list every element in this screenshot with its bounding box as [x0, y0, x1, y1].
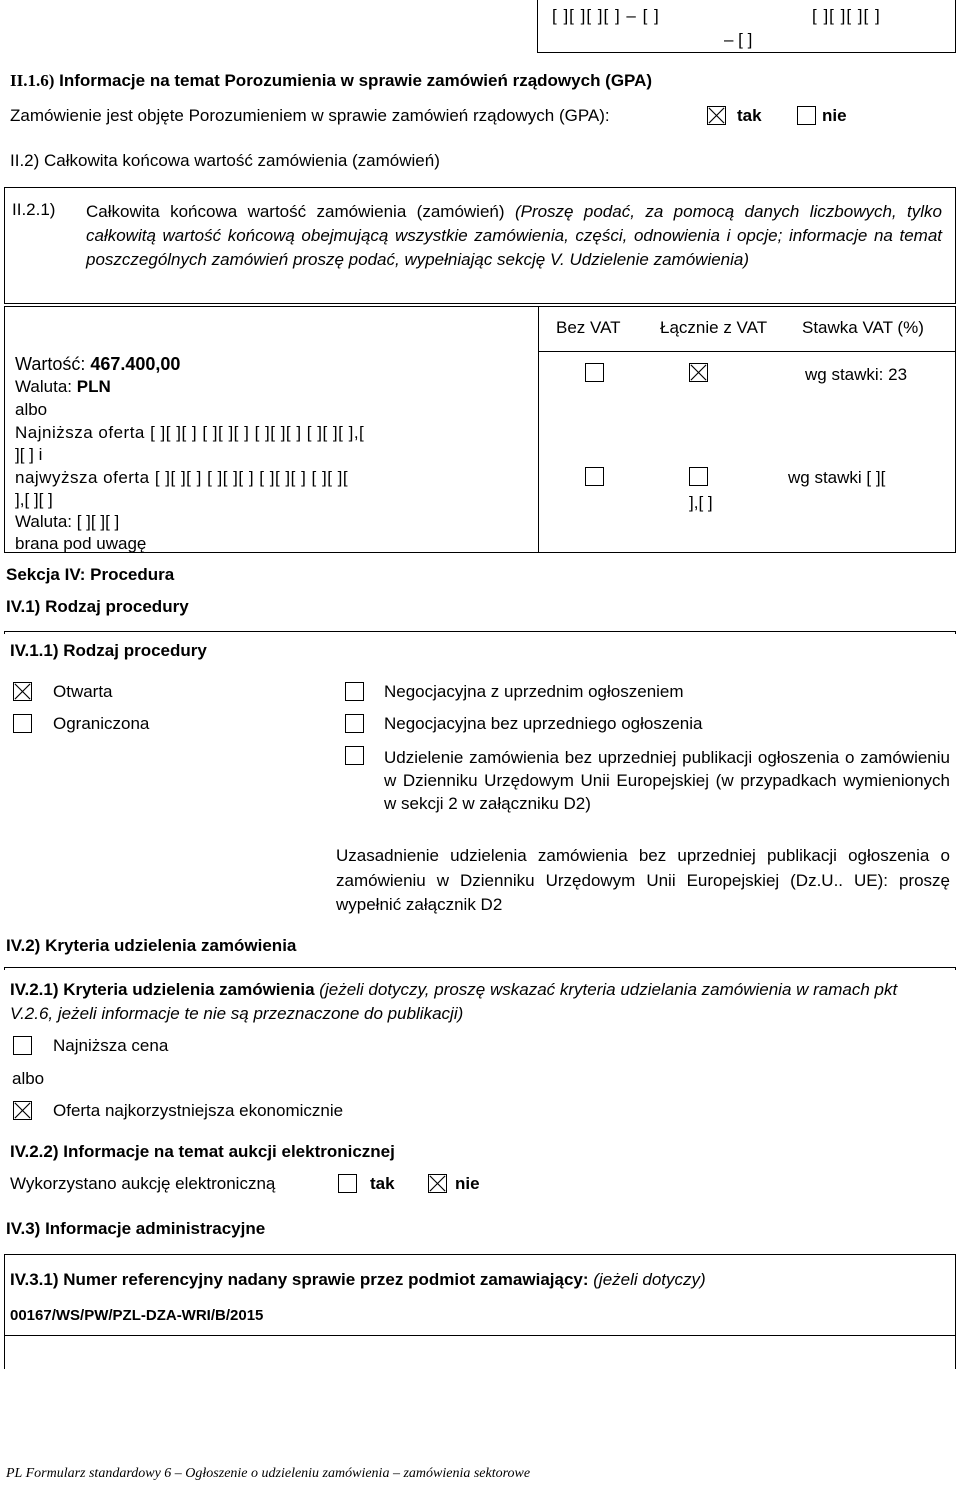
- gpa-no-checkbox[interactable]: [797, 106, 816, 125]
- wartosc-row: [15, 354, 180, 375]
- top-brackets-2: – [ ]: [724, 30, 753, 49]
- aukcja-question: Wykorzystano aukcję elektroniczną: [10, 1174, 276, 1193]
- check-x-icon: [14, 683, 31, 700]
- col-stawka-vat: Stawka VAT (%): [802, 318, 924, 337]
- najnizsza-cena-checkbox[interactable]: [13, 1036, 32, 1055]
- waluta-row: [15, 377, 111, 397]
- udzielenie-bez-publikacji-label: Udzielenie zamówienia bez uprzedniej publikacji ogłoszenia o zamówieniu w Dzienniku Urzędowym Unii Europejskiej (w przypadkach wymienionych w sekcji 2 w załączniku D2): [384, 748, 950, 813]
- iv11-left-line: [4, 631, 5, 634]
- value-table-divider: [538, 306, 539, 553]
- gpa-heading: [10, 71, 652, 91]
- section-iv-title: Sekcja IV: Procedura: [6, 565, 175, 584]
- gpa-heading-code: II.1.6): [10, 71, 55, 90]
- negocjacyjna-z-label: Negocjacyjna z uprzednim ogłoszeniem: [384, 682, 684, 701]
- value-sub-text: [86, 200, 942, 272]
- value-sub-note: (Proszę podać, za pomocą danych liczbowych, tylko całkowitą wartość końcową obejmującą wszystkie zamówienia, części, odnowienia i opcje; informacje na temat poszczególnych zamówień proszę podać, wypełniając sekcję V. Udzielenie zamówienia): [86, 202, 943, 269]
- kryteria-albo: albo: [12, 1069, 45, 1088]
- iv31-note: (jeżeli dotyczy): [593, 1270, 706, 1289]
- row1-bez-vat-checkbox[interactable]: [585, 363, 604, 382]
- iv22-heading: IV.2.2) Informacje na temat aukcji elektronicznej: [10, 1142, 395, 1161]
- iv3-heading: IV.3) Informacje administracyjne: [6, 1219, 266, 1238]
- waluta-value: PLN: [76, 377, 111, 396]
- footer-text: PL Formularz standardowy 6 – Ogłoszenie o udzieleniu zamówienia – zamówienia sektorowe: [6, 1466, 531, 1481]
- iv31-heading: IV.3.1) Numer referencyjny nadany sprawie przez podmiot zamawiający:: [10, 1270, 589, 1289]
- ref-underline: [4, 1335, 956, 1336]
- value-heading: II.2) Całkowita końcowa wartość zamówienia (zamówień): [10, 151, 440, 170]
- iv31-left-line: [4, 1254, 5, 1369]
- udzielenie-bez-publikacji-checkbox[interactable]: [345, 746, 364, 765]
- iv11-top-line: [4, 631, 956, 632]
- row1-lacznie-vat-checkbox[interactable]: [689, 363, 708, 382]
- najwyzsza-oferta-cont: ],[ ][ ]: [15, 490, 53, 509]
- waluta-brackets: Waluta: [ ][ ][ ]: [15, 512, 120, 531]
- row2-lacznie-vat-checkbox[interactable]: [689, 467, 708, 486]
- iv31-right-line: [955, 1254, 956, 1369]
- najnizsza-oferta: Najniższa oferta [ ][ ][ ] [ ][ ][ ] [ ][ ][ ] [ ][ ][ ],[: [15, 423, 365, 442]
- gpa-no-label: nie: [822, 106, 847, 125]
- oferta-ekonomiczna-label: Oferta najkorzystniejsza ekonomicznie: [53, 1101, 344, 1120]
- aukcja-yes-checkbox[interactable]: [338, 1174, 357, 1193]
- check-x-icon: [708, 107, 725, 124]
- najwyzsza-oferta: najwyższa oferta [ ][ ][ ] [ ][ ][ ] [ ][ ][ ] [ ][ ][: [15, 468, 349, 487]
- row2-stawka: wg stawki [ ][: [788, 468, 886, 487]
- gpa-yes-checkbox[interactable]: [707, 106, 726, 125]
- row2-stawka-cont: ],[ ]: [689, 493, 713, 512]
- value-sub-title: Całkowita końcowa wartość zamówienia (zamówień): [86, 202, 505, 221]
- albo-text: albo: [15, 400, 48, 419]
- aukcja-no-checkbox[interactable]: [428, 1174, 447, 1193]
- iv31-text: [10, 1270, 706, 1290]
- gpa-heading-text: Informacje na temat Porozumienia w sprawie zamówień rządowych (GPA): [59, 71, 653, 90]
- check-x-icon: [429, 1175, 446, 1192]
- value-sub-code: II.2.1): [12, 200, 56, 219]
- negocjacyjna-bez-checkbox[interactable]: [345, 714, 364, 733]
- wartosc-value: 467.400,00: [90, 354, 181, 374]
- gpa-question: Zamówienie jest objęte Porozumieniem w sprawie zamówień rządowych (GPA):: [10, 106, 610, 125]
- col-bez-vat: Bez VAT: [556, 318, 621, 337]
- wartosc-label: Wartość:: [15, 354, 86, 374]
- iv1-heading: IV.1) Rodzaj procedury: [6, 597, 189, 616]
- iv31-top-line: [4, 1254, 956, 1255]
- ograniczona-label: Ograniczona: [53, 714, 150, 733]
- iv11-heading: IV.1.1) Rodzaj procedury: [10, 641, 207, 660]
- aukcja-no-label: nie: [455, 1174, 480, 1193]
- reference-number: 00167/WS/PW/PZL-DZA-WRI/B/2015: [10, 1307, 264, 1324]
- negocjacyjna-z-checkbox[interactable]: [345, 682, 364, 701]
- negocjacyjna-bez-label: Negocjacyjna bez uprzedniego ogłoszenia: [384, 714, 703, 733]
- brana-pod-uwage: brana pod uwagę: [15, 534, 147, 553]
- row2-bez-vat-checkbox[interactable]: [585, 467, 604, 486]
- check-x-icon: [690, 364, 707, 381]
- najnizsza-oferta-cont: ][ ] i: [15, 445, 43, 464]
- oferta-ekonomiczna-checkbox[interactable]: [13, 1101, 32, 1120]
- iv21-text: [10, 978, 940, 1026]
- iv21-top-line: [4, 967, 956, 968]
- aukcja-yes-label: tak: [370, 1174, 395, 1193]
- uzasadnienie-text: Uzasadnienie udzielenia zamówienia bez uprzedniej publikacji ogłoszenia o zamówieniu w Dzienniku Urzędowym Unii Europejskiej (Dz.U.. UE): proszę wypełnić załącznik D2: [336, 846, 950, 914]
- waluta-label: Waluta:: [15, 377, 73, 396]
- gpa-yes-label: tak: [737, 106, 762, 125]
- value-table-header-line: [538, 351, 956, 352]
- iv11-right-line: [955, 631, 956, 634]
- iv21-heading: IV.2.1) Kryteria udzielenia zamówienia: [10, 980, 315, 999]
- top-brackets-1: [ ][ ][ ][ ] – [ ]: [552, 6, 660, 25]
- row1-stawka: wg stawki: 23: [805, 365, 908, 384]
- iv21-note: (jeżeli dotyczy, proszę wskazać kryteria udzielania zamówienia w ramach pkt V.2.6, jeżeli informacje te nie są przeznaczone do publikacji): [10, 980, 898, 1023]
- otwarta-checkbox[interactable]: [13, 682, 32, 701]
- iv21-right-line: [955, 967, 956, 970]
- check-x-icon: [14, 1102, 31, 1119]
- otwarta-label: Otwarta: [53, 682, 113, 701]
- top-brackets-1b: [ ][ ][ ][ ]: [812, 6, 881, 25]
- ograniczona-checkbox[interactable]: [13, 714, 32, 733]
- najnizsza-cena-label: Najniższa cena: [53, 1036, 169, 1055]
- col-lacznie-vat: Łącznie z VAT: [660, 318, 768, 337]
- iv21-left-line: [4, 967, 5, 970]
- iv2-heading: IV.2) Kryteria udzielenia zamówienia: [6, 936, 297, 955]
